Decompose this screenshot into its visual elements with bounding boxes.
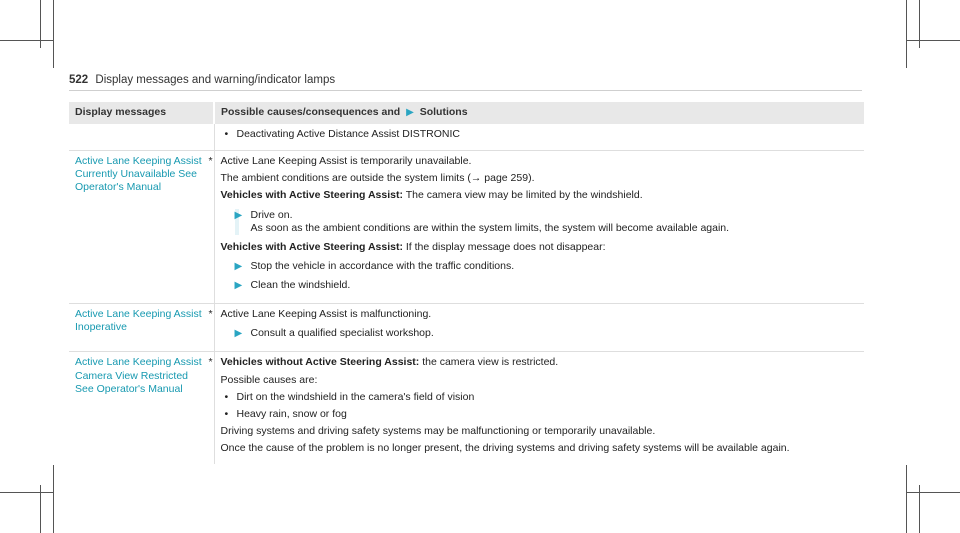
cause-sentence: Active Lane Keeping Assist is temporarily unavailable. (220, 155, 472, 168)
play-arrow-icon: ▶ (234, 260, 243, 272)
cause-cell (208, 151, 864, 304)
crop-mark (0, 40, 53, 41)
crop-mark (906, 492, 960, 493)
possible-causes: Possible causes are: (220, 373, 318, 386)
vehicle-note-text: The camera view may be limited by the windshield. (405, 189, 643, 202)
table-row (69, 124, 864, 151)
crop-mark (906, 40, 960, 41)
crop-mark (0, 492, 53, 493)
crop-mark (53, 0, 54, 68)
cause-cell (208, 304, 864, 352)
table-row (69, 352, 864, 464)
vehicle-note-text: the camera view is restricted. (422, 356, 559, 369)
crop-mark (906, 0, 907, 68)
page-number: 522 (69, 74, 89, 86)
cause-detail: The ambient conditions are outside the system limits (→ page 259). (220, 172, 535, 185)
vehicle-note (221, 241, 859, 254)
action-text: Stop the vehicle in accordance with the traffic conditions. (250, 259, 515, 272)
column-header-messages: Display messages (69, 102, 214, 124)
action-text: Drive on. (250, 208, 293, 221)
message-cell (69, 124, 214, 151)
play-arrow-icon: ▶ (234, 280, 243, 291)
message-cell: Active Lane Keeping Assist Inoperative (69, 304, 214, 352)
asterisk-icon: * (208, 356, 213, 369)
table-row (69, 151, 864, 304)
message-cell: Active Lane Keeping Assist Camera View Restricted See Operator's Manual (69, 352, 214, 464)
vehicle-note-label: Vehicles with Active Steering Assist: (220, 240, 403, 253)
play-arrow-icon: ▶ (406, 107, 414, 119)
action-step (221, 327, 859, 340)
message-cell: Active Lane Keeping Assist Currently Unavailable See Operator's Manual (69, 151, 214, 304)
list-item: • Dirt on the windshield in the camera's field of vision (221, 391, 859, 404)
play-arrow-icon: ▶ (234, 328, 243, 340)
asterisk-icon: * (208, 308, 213, 321)
body-text: Once the cause of the problem is no longer present, the driving systems and driving safety systems will be available again. (220, 442, 790, 454)
action-step (221, 260, 859, 273)
messages-table (69, 102, 864, 464)
crop-mark (906, 465, 907, 533)
cause-cell (208, 352, 864, 464)
action-step (221, 279, 859, 292)
vehicle-note (221, 189, 859, 202)
asterisk-icon: * (208, 155, 213, 168)
vehicle-note-text: If the display message does not disappear: (405, 240, 606, 253)
cause-cell (214, 124, 864, 151)
table-row (69, 304, 864, 352)
vehicle-note (208, 356, 859, 369)
page-title: Display messages and warning/indicator lamps (95, 74, 336, 86)
vehicle-note-label: Vehicles without Active Steering Assist: (220, 356, 420, 369)
crop-mark (53, 465, 54, 533)
list-item: • Heavy rain, snow or fog (221, 408, 859, 421)
action-text: Consult a qualified specialist workshop. (250, 327, 434, 340)
column-header-causes (214, 102, 864, 124)
action-detail: As soon as the ambient conditions are within the system limits, the system will become available again. (250, 221, 730, 234)
column-header-solutions-label: Solutions (419, 106, 468, 119)
body-text: Driving systems and driving safety systems may be malfunctioning or temporarily unavailable. (220, 424, 656, 437)
vehicle-note-label: Vehicles with Active Steering Assist: (220, 189, 403, 202)
cause-sentence: Active Lane Keeping Assist is malfunctioning. (220, 308, 432, 321)
list-item: • Deactivating Active Distance Assist DISTRONIC (221, 128, 859, 141)
action-step (221, 209, 859, 235)
table-header-row (69, 102, 864, 124)
play-arrow-icon: ▶ (234, 209, 243, 221)
action-text: Clean the windshield. (250, 279, 351, 291)
header-rule (69, 90, 862, 91)
page-header (69, 73, 335, 87)
column-header-causes-label: Possible causes/consequences and (221, 106, 401, 119)
cause-text (208, 155, 859, 168)
cause-text (208, 308, 859, 321)
